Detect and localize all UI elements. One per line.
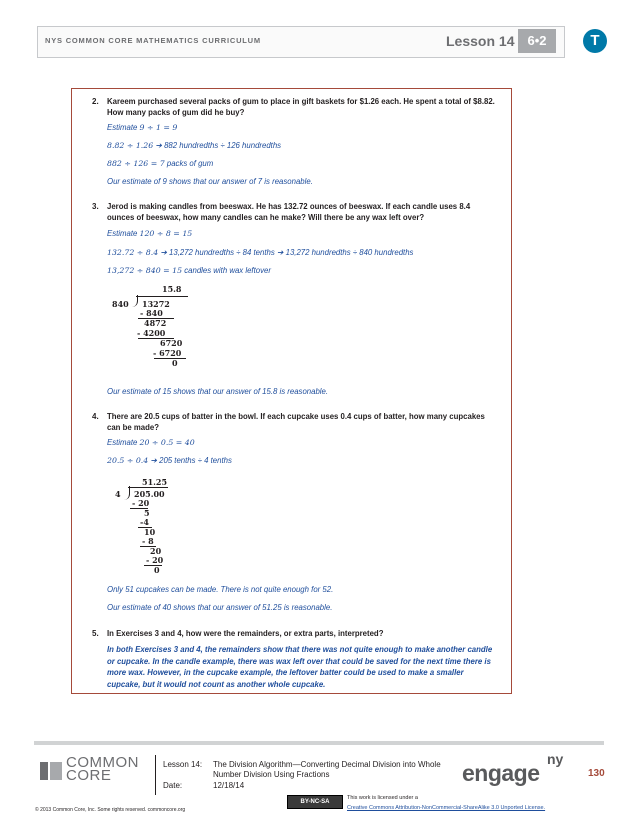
long-division-work: 51.25 4 205.00 - 20 5 -4 10 - 8 20 - 20 0	[115, 477, 168, 575]
common-core-logo-mark	[40, 762, 48, 780]
problem-number: 3.	[92, 202, 99, 211]
work-line: Estimate 9 ÷ 1 = 9	[107, 123, 178, 132]
problem-number: 2.	[92, 97, 99, 106]
creative-commons-badge: BY-NC-SA	[287, 795, 343, 809]
divisor: 4	[115, 489, 121, 499]
lesson-title: The Division Algorithm—Converting Decimal Division into Whole Number Division Using Fractions	[213, 760, 441, 779]
problem-question: Kareem purchased several packs of gum to place in gift baskets for $1.26 each. He spent a total of $8.82. How many packs of gum did he buy?	[107, 97, 495, 117]
dividend: 205.00	[134, 489, 165, 499]
problem-question: In Exercises 3 and 4, how were the remainders, or extra parts, interpreted?	[107, 629, 384, 638]
answer-paragraph: In both Exercises 3 and 4, the remainders show that there was not quite enough to make another candle or cupcake. In the candle example, there was wax left over that could be saved for the next time there is more wax. However, in the cupcake example, the leftover batter could be used to make a smaller cupcake, but it would not count as another whole cupcake.	[107, 645, 493, 689]
work-line: 13,272 ÷ 840 = 15 candles with wax leftover	[107, 266, 271, 275]
divisor: 840	[112, 299, 129, 309]
grade-module-badge: 6•2	[518, 29, 556, 53]
copyright-notice: © 2013 Common Core, Inc. Some rights reserved. commoncore.org	[35, 807, 186, 813]
engageny-logo-ny: ny	[547, 751, 564, 767]
conclusion: Our estimate of 40 shows that our answer of 51.25 is reasonable.	[107, 603, 333, 612]
footer-divider	[155, 755, 156, 795]
work-line: 882 ÷ 126 = 7 packs of gum	[107, 159, 214, 168]
license-text: This work is licensed under a	[347, 795, 418, 801]
problem-question: There are 20.5 cups of batter in the bowl. If each cupcake uses 0.4 cups of batter, how many cupcakes can be made?	[107, 412, 485, 432]
work-line: 8.82 ÷ 1.26 ➔ 882 hundredths ÷ 126 hundredths	[107, 141, 282, 150]
conclusion: Only 51 cupcakes can be made. There is not quite enough for 52.	[107, 585, 334, 594]
engageny-logo: engage	[462, 760, 540, 786]
page-number: 130	[588, 768, 605, 779]
date-value: 12/18/14	[213, 781, 245, 790]
date-label: Date:	[163, 781, 183, 790]
lesson-label: Lesson 14	[446, 33, 515, 49]
work-line: 132.72 ÷ 8.4 ➔ 13,272 hundredths ÷ 84 tenths ➔ 13,272 hundredths ÷ 840 hundredths	[107, 248, 414, 257]
curriculum-title: NYS COMMON CORE MATHEMATICS CURRICULUM	[45, 36, 261, 45]
work-line: Estimate 120 ÷ 8 = 15	[107, 229, 193, 238]
work-line: 20.5 ÷ 0.4 ➔ 205 tenths ÷ 4 tenths	[107, 456, 232, 465]
work-line: Estimate 20 ÷ 0.5 = 40	[107, 438, 195, 447]
common-core-logo-mark	[50, 762, 62, 780]
teacher-edition-badge: T	[583, 29, 607, 53]
problem-number: 5.	[92, 629, 99, 638]
lesson-label: Lesson 14:	[163, 760, 203, 769]
long-division-work: 15.8 840 13272 - 840 4872 - 4200 6720 - 6720 0	[110, 283, 200, 378]
quotient: 51.25	[142, 477, 168, 487]
problem-number: 4.	[92, 412, 99, 421]
problem-question: Jerod is making candles from beeswax. He has 132.72 ounces of beeswax. If each candle uses 8.4 ounces of beeswax, how many candles can he make? Will there be any wax left over?	[107, 202, 471, 222]
footer-rule	[34, 741, 604, 745]
common-core-logo: COMMON CORE	[66, 754, 139, 784]
dividend: 13272	[142, 299, 170, 309]
conclusion: Our estimate of 9 shows that our answer of 7 is reasonable.	[107, 177, 313, 186]
conclusion: Our estimate of 15 shows that our answer of 15.8 is reasonable.	[107, 387, 329, 396]
license-link[interactable]: Creative Commons Attribution-NonCommercial-ShareAlike 3.0 Unported License.	[347, 805, 546, 811]
quotient: 15.8	[162, 284, 182, 294]
